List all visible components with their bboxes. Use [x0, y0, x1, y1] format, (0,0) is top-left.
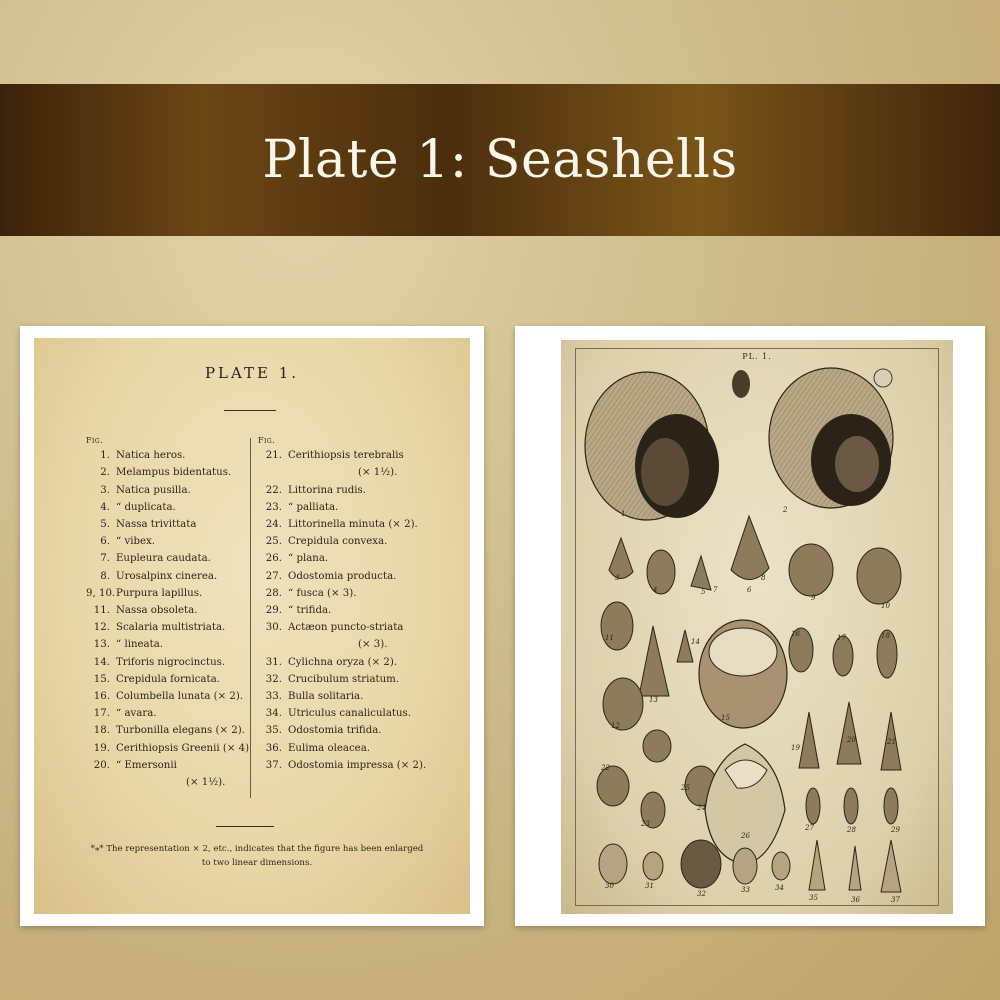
entry-number: 19.	[93, 742, 110, 754]
entry-number: 16.	[93, 691, 110, 703]
entry-name: Triforis nigrocinctus.	[116, 656, 226, 668]
entry-number: 31.	[265, 656, 282, 668]
entry-name: Nassa trivittata	[116, 519, 197, 531]
entry-name: Cerithiopsis Greenii (× 4)	[116, 742, 250, 754]
index-entry	[86, 499, 249, 516]
index-entry	[86, 482, 249, 499]
index-entry	[86, 447, 249, 464]
figure-number-label: 34	[775, 884, 784, 892]
index-entry	[86, 722, 249, 739]
fig-label-right: Fig.	[258, 436, 276, 445]
figure-number-label: 3	[615, 574, 620, 582]
figure-number-label: 8	[761, 574, 766, 582]
index-entry	[258, 568, 426, 585]
index-entry	[86, 516, 249, 533]
entry-number: 7.	[100, 553, 110, 565]
index-entry	[86, 740, 249, 757]
entry-name: (× 3).	[358, 639, 388, 651]
entry-number: 3.	[100, 484, 110, 496]
entry-name: Eupleura caudata.	[116, 553, 211, 565]
entry-name: Crepidula fornicata.	[116, 673, 220, 685]
figure-number-label: 11	[605, 634, 614, 642]
entry-name: (× 1½).	[358, 467, 398, 479]
figure-number-label: 6	[747, 586, 752, 594]
index-entry	[258, 585, 426, 602]
left-index-column	[86, 432, 249, 791]
entry-number: 27.	[265, 570, 282, 582]
plate-label: PL. 1.	[742, 352, 772, 361]
figure-number-label: 14	[691, 638, 700, 646]
index-entry	[258, 482, 426, 499]
entry-name: Odostomia trifida.	[288, 725, 382, 737]
entry-name: Crucibulum striatum.	[288, 673, 400, 685]
index-entry	[258, 499, 426, 516]
entry-number: 9, 10.	[86, 587, 116, 599]
fig-label-left: Fig.	[86, 436, 104, 445]
index-entry	[86, 585, 249, 602]
figure-number-label: 36	[851, 896, 860, 904]
figure-number-label: 17	[837, 634, 846, 642]
entry-name: “ vibex.	[116, 536, 155, 548]
figure-number-label: 25	[681, 784, 690, 792]
entry-number: 22.	[265, 484, 282, 496]
entry-name: Littorina rudis.	[288, 484, 367, 496]
entry-name: Cylichna oryza (× 2).	[288, 656, 398, 668]
entry-name: “ Emersonii	[116, 759, 177, 771]
figure-number-label: 21	[887, 738, 896, 746]
figure-number-label: 20	[847, 736, 856, 744]
entry-number: 29.	[265, 605, 282, 617]
index-entry	[258, 636, 426, 653]
index-entry	[258, 602, 426, 619]
entry-name: Natica pusilla.	[116, 484, 191, 496]
entry-number: 12.	[93, 622, 110, 634]
entry-name: Odostomia impressa (× 2).	[288, 759, 427, 771]
entry-name: Melampus bidentatus.	[116, 467, 232, 479]
figure-number-label: 32	[697, 890, 706, 898]
entry-name: “ fusca (× 3).	[288, 587, 357, 599]
index-entry	[258, 757, 426, 774]
index-entry	[258, 619, 426, 636]
shell-figure-2	[769, 368, 893, 508]
figure-number-label: 35	[809, 894, 818, 902]
entry-number: 18.	[93, 725, 110, 737]
footnote-line-2: to two linear dimensions.	[201, 858, 313, 868]
shell-plate-card[interactable]	[515, 326, 985, 926]
entry-number: 25.	[265, 536, 282, 548]
figure-number-label: 10	[881, 602, 890, 610]
index-entry	[258, 688, 426, 705]
entry-name: Bulla solitaria.	[288, 691, 364, 703]
entry-number: 2.	[100, 467, 110, 479]
page-title: Plate 1: Seashells	[262, 130, 738, 190]
index-entry	[86, 654, 249, 671]
entry-number: 26.	[265, 553, 282, 565]
entry-number: 32.	[265, 673, 282, 685]
figure-number-label: 13	[649, 696, 658, 704]
footnote-rule	[216, 826, 274, 827]
figure-number-label: 15	[721, 714, 730, 722]
plate-title: PLATE 1.	[204, 364, 300, 382]
entry-name: “ plana.	[288, 553, 329, 565]
entry-name: “ trifida.	[288, 605, 332, 617]
index-entry	[86, 757, 249, 774]
entry-name: Natica heros.	[116, 450, 186, 462]
entry-number: 20.	[93, 759, 110, 771]
entry-number: 28.	[265, 587, 282, 599]
figure-number-label: 28	[847, 826, 856, 834]
figure-number-label: 33	[741, 886, 750, 894]
figure-number-label: 12	[611, 722, 620, 730]
entry-name: Scalaria multistriata.	[116, 622, 226, 634]
figure-number-label: 5	[701, 588, 706, 596]
index-entry	[258, 722, 426, 739]
index-entry	[258, 705, 426, 722]
entry-name: Columbella lunata (× 2).	[116, 691, 244, 703]
index-plate-card[interactable]	[20, 326, 484, 926]
entry-number: 8.	[100, 570, 110, 582]
index-entry	[86, 568, 249, 585]
entry-number: 4.	[100, 501, 110, 513]
entry-name: “ palliata.	[288, 501, 339, 513]
entry-number: 34.	[265, 708, 282, 720]
entry-name: Odostomia producta.	[288, 570, 397, 582]
figure-number-label: 18	[881, 632, 890, 640]
shell-figure-1	[585, 372, 719, 520]
index-entry	[258, 447, 426, 464]
footnote-line-1: *⁎* The representation × 2, etc., indicates that the figure has been enlarged	[90, 844, 424, 854]
figure-number-label: 16	[791, 630, 800, 638]
entry-number: 5.	[100, 519, 110, 531]
figure-number-label: 22	[601, 764, 610, 772]
index-entry	[86, 602, 249, 619]
entry-name: Actæon puncto-striata	[288, 622, 404, 634]
entry-number: 1.	[100, 450, 110, 462]
figure-number-label: 31	[645, 882, 654, 890]
title-rule	[224, 410, 276, 411]
entry-number: 13.	[93, 639, 110, 651]
right-index-column	[258, 432, 426, 774]
entry-number: 36.	[265, 742, 282, 754]
figure-number-label: 2	[783, 506, 788, 514]
index-entry	[258, 516, 426, 533]
entry-number: 35.	[265, 725, 282, 737]
entry-number: 15.	[93, 673, 110, 685]
index-entry	[258, 533, 426, 550]
figure-number-label: 1	[621, 510, 626, 518]
figure-number-label: 7	[713, 586, 718, 594]
figure-number-label: 30	[605, 882, 614, 890]
shell-illustrations	[561, 340, 953, 914]
shell-illustration-page	[561, 340, 953, 914]
entry-number: 14.	[93, 656, 110, 668]
entry-name: Eulima oleacea.	[288, 742, 371, 754]
entry-number: 30.	[265, 622, 282, 634]
shell-figure-15	[699, 620, 787, 728]
index-entry	[86, 705, 249, 722]
figure-number-label: 19	[791, 744, 800, 752]
entry-number: 21.	[265, 450, 282, 462]
index-entry	[86, 671, 249, 688]
entry-name: Cerithiopsis terebralis	[288, 450, 404, 462]
index-page	[34, 338, 470, 914]
figure-number-label: 26	[741, 832, 750, 840]
entry-number: 33.	[265, 691, 282, 703]
entry-number: 23.	[265, 501, 282, 513]
index-entry	[258, 671, 426, 688]
index-entry	[258, 550, 426, 567]
entry-name: (× 1½).	[186, 777, 226, 789]
entry-number: 6.	[100, 536, 110, 548]
index-entry	[86, 550, 249, 567]
entry-number: 17.	[93, 708, 110, 720]
figure-number-label: 37	[891, 896, 900, 904]
figure-number-label: 29	[891, 826, 900, 834]
index-entry	[258, 740, 426, 757]
entry-name: “ duplicata.	[116, 501, 176, 513]
entry-number: 24.	[265, 519, 282, 531]
entry-name: Nassa obsoleta.	[116, 605, 198, 617]
index-entry	[86, 619, 249, 636]
footnote	[74, 842, 440, 870]
index-entry	[86, 533, 249, 550]
figure-number-label: 24	[697, 804, 706, 812]
entry-number: 11.	[93, 605, 110, 617]
column-divider	[250, 438, 251, 798]
index-entry	[258, 464, 426, 481]
figure-number-label: 9	[811, 594, 816, 602]
index-entry	[86, 688, 249, 705]
entry-name: Utriculus canaliculatus.	[288, 708, 412, 720]
index-entry	[86, 774, 249, 791]
entry-name: Crepidula convexa.	[288, 536, 388, 548]
entry-name: Purpura lapillus.	[116, 587, 203, 599]
figure-number-label: 23	[641, 820, 650, 828]
entry-name: “ lineata.	[116, 639, 164, 651]
entry-name: Urosalpinx cinerea.	[116, 570, 218, 582]
figure-number-label: 27	[805, 824, 814, 832]
index-entry	[86, 464, 249, 481]
shell-figure-26	[705, 744, 785, 864]
entry-name: Littorinella minuta (× 2).	[288, 519, 418, 531]
entry-name: Turbonilla elegans (× 2).	[116, 725, 245, 737]
title-banner	[0, 84, 1000, 236]
index-entry	[86, 636, 249, 653]
index-entry	[258, 654, 426, 671]
figure-number-label: 4	[653, 586, 658, 594]
entry-number: 37.	[265, 759, 282, 771]
entry-name: “ avara.	[116, 708, 157, 720]
